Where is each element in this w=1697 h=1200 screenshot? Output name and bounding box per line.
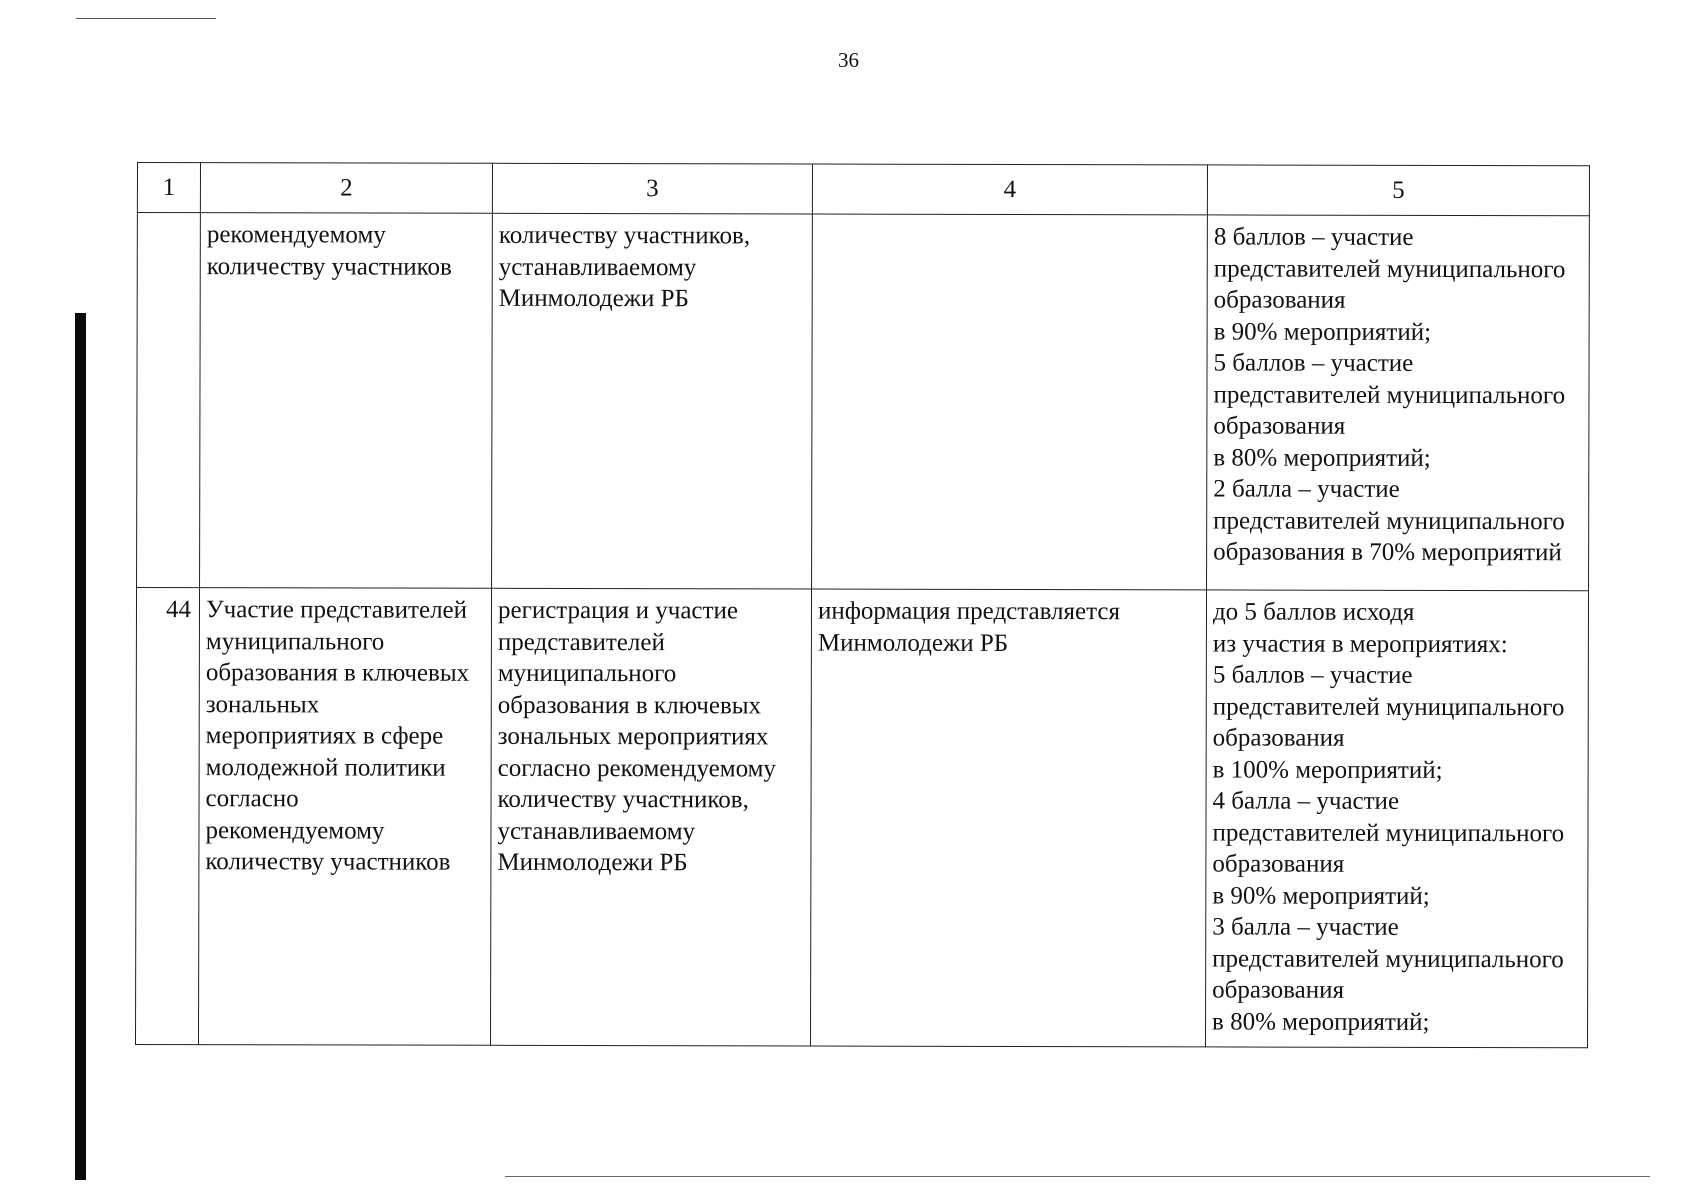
cell-text-line: в 90% мероприятий; bbox=[1212, 881, 1430, 910]
cell-text-line: муниципального bbox=[497, 659, 677, 688]
cell-text-line: согласно bbox=[205, 785, 299, 813]
cell-text-line: 8 баллов – участие bbox=[1213, 223, 1414, 251]
cell-text-line: количеству участников, bbox=[497, 785, 749, 814]
cell-text-line: представителей муниципального bbox=[1212, 818, 1565, 847]
cell-text-line: представителей муниципального bbox=[1213, 254, 1566, 283]
cell-text-line: представителей муниципального bbox=[1212, 944, 1564, 973]
header-col-5: 5 bbox=[1207, 165, 1589, 216]
indicator-cell bbox=[198, 588, 491, 1046]
indicator-cell bbox=[200, 213, 493, 589]
cell-text-line: образования bbox=[1212, 850, 1345, 878]
header-col-3: 3 bbox=[492, 163, 812, 214]
cell-text-line: количеству участников bbox=[206, 252, 452, 281]
cell-text-line: рекомендуемому bbox=[205, 816, 385, 845]
cell-text-line: Минмолодежи РБ bbox=[817, 629, 1009, 657]
cell-text-line: зональных мероприятиях bbox=[497, 722, 769, 751]
cell-text-line: 4 балла – участие bbox=[1212, 787, 1400, 815]
cell-text-line: образования bbox=[1212, 724, 1345, 752]
cell-text-line: Минмолодежи РБ bbox=[498, 284, 689, 313]
row-number-cell: 44 bbox=[135, 588, 199, 1045]
cell-text-line: представителей bbox=[497, 628, 665, 656]
page-number: 36 bbox=[838, 48, 859, 72]
header-col-4: 4 bbox=[812, 164, 1207, 215]
cell-text-line: Минмолодежи РБ bbox=[497, 848, 688, 877]
source-cell bbox=[810, 589, 1206, 1047]
cell-text-line: мероприятиях в сфере bbox=[205, 722, 444, 750]
cell-text-line: из участия в мероприятиях: bbox=[1212, 629, 1508, 658]
cell-text-line: количеству участников, bbox=[498, 221, 751, 250]
criteria-table bbox=[135, 162, 1590, 1048]
cell-text-line: до 5 баллов исходя bbox=[1212, 598, 1415, 626]
cell-text-line: в 90% мероприятий; bbox=[1213, 317, 1432, 346]
cell-text-line: 3 балла – участие bbox=[1212, 913, 1399, 941]
cell-text-line: зональных bbox=[205, 690, 320, 718]
scan-binding-shadow bbox=[75, 313, 86, 1180]
cell-text-line: представителей муниципального bbox=[1213, 506, 1565, 535]
cell-text-line: в 80% мероприятий; bbox=[1213, 443, 1431, 472]
cell-text-line: устанавливаемому bbox=[498, 253, 697, 281]
cell-text-line: представителей муниципального bbox=[1213, 380, 1566, 409]
cell-text-line: образования bbox=[1212, 976, 1345, 1004]
table-row-continuation bbox=[137, 213, 1590, 591]
header-col-2: 2 bbox=[200, 163, 492, 214]
cell-text-line: согласно рекомендуемому bbox=[497, 754, 776, 782]
scan-edge-line-top bbox=[76, 18, 216, 19]
cell-text-line: в 80% мероприятий; bbox=[1212, 1007, 1430, 1036]
cell-text-line: образования в ключевых bbox=[205, 659, 470, 687]
cell-text-line: молодежной политики bbox=[205, 753, 446, 782]
cell-text-line: образования bbox=[1213, 412, 1346, 440]
cell-text-line: представителей муниципального bbox=[1212, 692, 1565, 721]
scoring-cell bbox=[1205, 590, 1588, 1048]
cell-text-line: образования в ключевых bbox=[497, 691, 762, 719]
cell-text-line: устанавливаемому bbox=[497, 817, 696, 845]
method-cell bbox=[492, 213, 813, 589]
row-number-cell bbox=[137, 213, 201, 588]
cell-text-line: количеству участников bbox=[205, 848, 451, 876]
cell-text-line: образования bbox=[1213, 286, 1346, 314]
source-cell bbox=[812, 214, 1208, 590]
cell-text-line: информация представляется bbox=[817, 597, 1121, 626]
cell-text-line: 5 баллов – участие bbox=[1212, 661, 1413, 689]
cell-text-line: муниципального bbox=[205, 627, 385, 656]
cell-text-line: рекомендуемому bbox=[206, 221, 386, 249]
scoring-cell bbox=[1207, 215, 1590, 591]
method-cell bbox=[490, 588, 811, 1046]
cell-text-line: 2 балла – участие bbox=[1213, 475, 1400, 503]
cell-text-line: 5 баллов – участие bbox=[1213, 349, 1414, 377]
cell-text-line: регистрация и участие bbox=[497, 596, 738, 625]
table-header-row bbox=[137, 163, 1589, 216]
cell-text-line: образования в 70% мероприятий bbox=[1213, 538, 1562, 567]
header-col-1: 1 bbox=[137, 163, 200, 213]
cell-text-line: Участие представителей bbox=[205, 596, 468, 624]
cell-text-line: в 100% мероприятий; bbox=[1212, 755, 1443, 784]
scan-edge-line-bottom bbox=[505, 1176, 1650, 1177]
table-row-44 bbox=[135, 588, 1588, 1048]
